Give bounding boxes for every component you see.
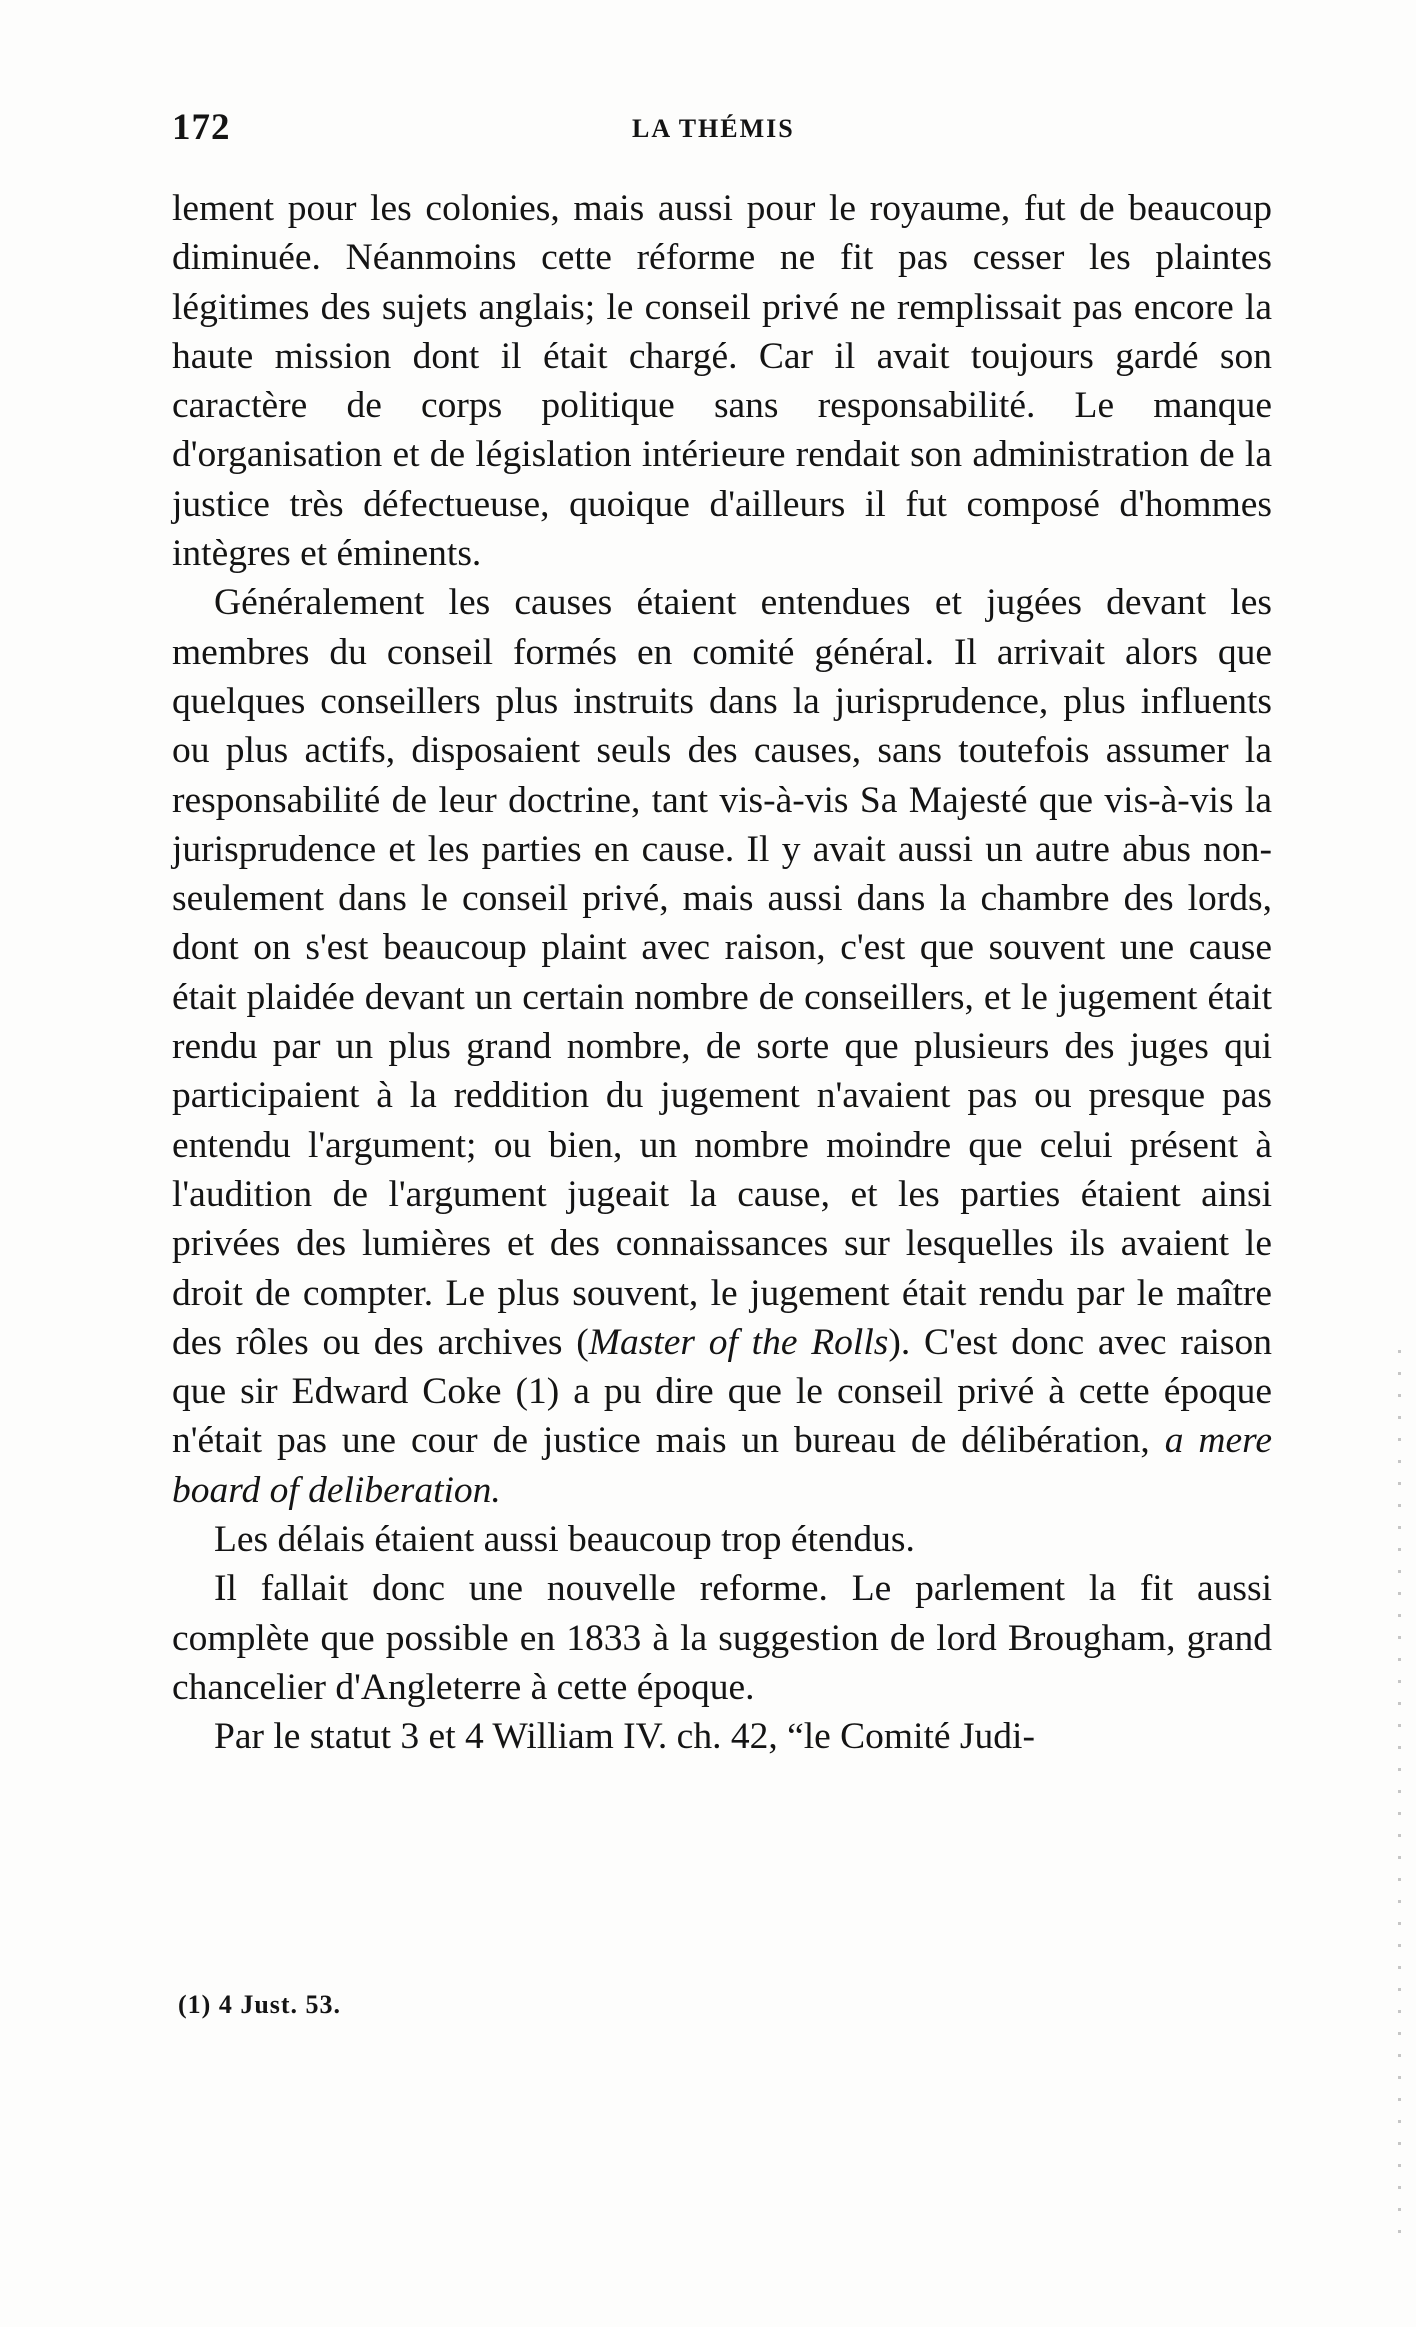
paragraph-5	[172, 1712, 1272, 1761]
body-text	[172, 184, 1272, 1762]
paragraph-2-italic-phrase: a mere board of deliberation.	[172, 1420, 1272, 1511]
running-head	[172, 106, 1272, 154]
paragraph-4-text: Il fallait donc une nouvelle reforme. Le parlement la fit aussi complète que possible en 1833 à la suggestion de lord Brougham, grand chancelier d'Angleterre à cette époque.	[172, 1568, 1272, 1708]
paragraph-1-text: lement pour les colonies, mais aussi pour le royaume, fut de beaucoup diminuée. Néanmoins cette réforme ne fit pas cesser les plaintes légitimes des sujets anglais; le conseil privé ne remplissait pas encore la haute mission dont il était chargé. Car il avait toujours gardé son caractère de corps politique sans responsabilité. Le manque d'organisation et de législation intérieure rendait son administration de la justice très défectueuse, quoique d'ailleurs il fut composé d'hommes intègres et éminents.	[172, 188, 1272, 575]
paragraph-3-text: Les délais étaient aussi beaucoup trop étendus.	[214, 1519, 915, 1561]
paragraph-5-text: Par le statut 3 et 4 William IV. ch. 42, “le Comité Judi-	[214, 1716, 1035, 1758]
scan-edge-marks	[1398, 1350, 1401, 2250]
journal-title: LA THÉMIS	[632, 114, 795, 143]
paragraph-2	[172, 578, 1272, 1515]
paragraph-4	[172, 1564, 1272, 1712]
page-number: 172	[172, 107, 231, 148]
paragraph-3	[172, 1515, 1272, 1564]
paragraph-1	[172, 184, 1272, 578]
footnote: (1) 4 Just. 53.	[178, 1990, 342, 2019]
paragraph-2-text: Généralement les causes étaient entendues et jugées devant les membres du conseil formés en comité général. Il arrivait alors que quelques conseillers plus instruits dans la jurisprudence, plus influents ou plus actifs, disposaient seuls des causes, sans toutefois assumer la responsabilité de leur doctrine, tant vis-à-vis Sa Majesté que vis-à-vis la jurisprudence et les parties en cause. Il y avait aussi un autre abus non-seulement dans le conseil privé, mais aussi dans la chambre des lords, dont on s'est beaucoup plaint avec raison, c'est que souvent une cause était plaidée devant un certain nombre de conseillers, et le jugement était rendu par un plus grand nombre, de sorte que plusieurs des juges qui participaient à la reddition du jugement n'avaient pas ou presque pas entendu l'argument; ou bien, un nombre moindre que celui présent à l'audition de l'argument jugeait la cause, et les parties étaient ainsi privées des lumières et des connaissances sur lesquelles ils avaient le droit de compter. Le plus souvent, le jugement était rendu par le maître des rôles ou des archives (	[172, 582, 1272, 1363]
paragraph-2-text-continued: ). C'est donc avec raison que sir Edward Coke (1) a pu dire que le conseil privé à cette époque n'était pas une cour de justice mais un bureau de délibération,	[172, 1321, 1272, 1462]
paragraph-2-italic-term: Master of the Rolls	[588, 1321, 889, 1363]
